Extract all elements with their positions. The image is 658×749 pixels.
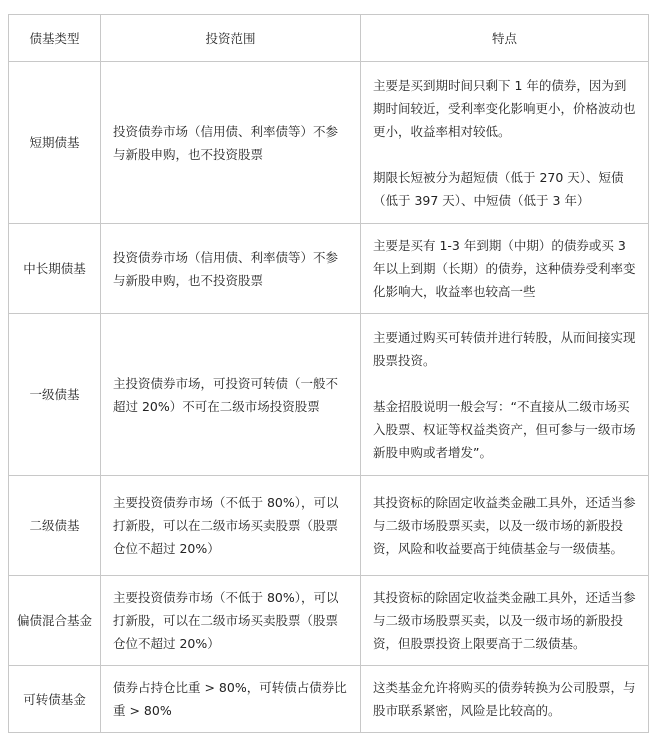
feature-paragraph: 这类基金允许将购买的债券转换为公司股票，与股市联系紧密，风险是比较高的。 bbox=[373, 680, 636, 718]
fund-type-cell: 一级债基 bbox=[9, 314, 101, 476]
scope-cell: 主要投资债券市场（不低于 80%），可以打新股，可以在二级市场买卖股票（股票仓位不超过 20%） bbox=[101, 476, 361, 576]
header-row bbox=[9, 15, 649, 62]
scope-cell: 债券占持仓比重 > 80%，可转债占债券比重 > 80% bbox=[101, 666, 361, 733]
fund-type-cell: 可转债基金 bbox=[9, 666, 101, 733]
features-cell bbox=[361, 666, 649, 733]
features-cell bbox=[361, 224, 649, 314]
table-row bbox=[9, 666, 649, 733]
header-features: 特点 bbox=[361, 15, 649, 62]
feature-paragraph: 其投资标的除固定收益类金融工具外，还适当参与二级市场股票买卖，以及一级市场的新股投资，但股票投资上限要高于二级债基。 bbox=[373, 590, 636, 651]
table-row bbox=[9, 476, 649, 576]
fund-type-cell: 偏债混合基金 bbox=[9, 576, 101, 666]
table-row bbox=[9, 62, 649, 224]
scope-cell: 主要投资债券市场（不低于 80%），可以打新股，可以在二级市场买卖股票（股票仓位不超过 20%） bbox=[101, 576, 361, 666]
feature-paragraph: 主要是买有 1-3 年到期（中期）的债券或买 3 年以上到期（长期）的债券，这种债券受利率变化影响大，收益率也较高一些 bbox=[373, 238, 636, 299]
features-cell bbox=[361, 62, 649, 224]
bond-fund-comparison-table bbox=[8, 14, 649, 733]
feature-paragraph: 基金招股说明一般会写：“不直接从二级市场买入股票、权证等权益类资产，但可参与一级市场新股申购或者增发”。 bbox=[373, 398, 636, 460]
feature-paragraph: 期限长短被分为超短债（低于 270 天）、短债（低于 397 天）、中短债（低于 3 年） bbox=[373, 169, 624, 208]
header-scope: 投资范围 bbox=[101, 15, 361, 62]
table-row bbox=[9, 224, 649, 314]
fund-type-cell: 二级债基 bbox=[9, 476, 101, 576]
fund-type-cell: 中长期债基 bbox=[9, 224, 101, 314]
fund-type-cell: 短期债基 bbox=[9, 62, 101, 224]
feature-paragraph: 主要是买到期时间只剩下 1 年的债券，因为到期时间较近，受利率变化影响更小，价格波动也更小，收益率相对较低。 bbox=[373, 77, 636, 139]
features-cell bbox=[361, 576, 649, 666]
header-type: 债基类型 bbox=[9, 15, 101, 62]
scope-cell: 主投资债券市场，可投资可转债（一般不超过 20%）不可在二级市场投资股票 bbox=[101, 314, 361, 476]
scope-cell: 投资债券市场（信用债、利率债等）不参与新股申购，也不投资股票 bbox=[101, 62, 361, 224]
table-row bbox=[9, 314, 649, 476]
features-cell bbox=[361, 314, 649, 476]
feature-paragraph: 其投资标的除固定收益类金融工具外，还适当参与二级市场股票买卖，以及一级市场的新股投资，风险和收益要高于纯债基金与一级债基。 bbox=[373, 495, 636, 556]
scope-cell: 投资债券市场（信用债、利率债等）不参与新股申购，也不投资股票 bbox=[101, 224, 361, 314]
table-row bbox=[9, 576, 649, 666]
feature-paragraph: 主要通过购买可转债并进行转股，从而间接实现股票投资。 bbox=[373, 329, 636, 368]
features-cell bbox=[361, 476, 649, 576]
